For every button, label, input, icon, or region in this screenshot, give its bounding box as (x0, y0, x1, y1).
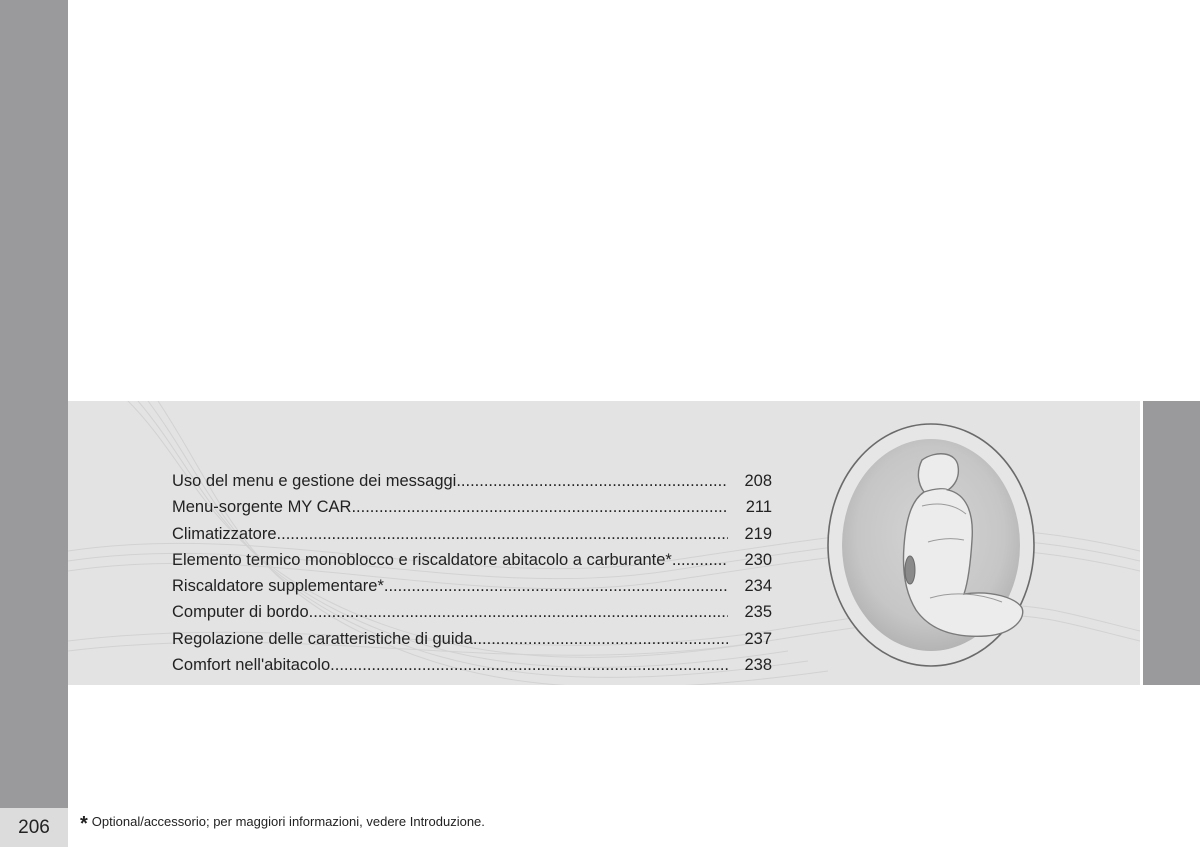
toc-leader (672, 547, 728, 573)
toc-entry[interactable] (172, 652, 772, 678)
toc-title: Menu-sorgente MY CAR (172, 498, 352, 517)
toc-page: 208 (744, 472, 772, 490)
toc-entry[interactable] (172, 521, 772, 547)
toc-page: 230 (744, 550, 772, 569)
toc-leader (277, 521, 728, 547)
toc-title: Uso del menu e gestione dei messaggi (172, 472, 457, 490)
toc-title: Computer di bordo (172, 603, 309, 622)
toc-title: Climatizzatore (172, 524, 277, 543)
toc-page: 235 (744, 603, 772, 622)
toc-title: Elemento termico monoblocco e riscaldatore abitacolo a carburante* (172, 550, 672, 569)
footnote-marker: * (80, 813, 88, 835)
toc-leader (309, 599, 728, 625)
toc-entry[interactable] (172, 468, 772, 494)
chapter-tab (1143, 401, 1200, 685)
toc-page: 238 (744, 656, 772, 675)
toc-entry[interactable] (172, 573, 772, 599)
toc-entry[interactable] (172, 599, 772, 625)
footnote (80, 813, 485, 836)
toc-page: 237 (744, 629, 772, 648)
toc-entry[interactable] (172, 494, 772, 520)
page-number: 206 (0, 808, 68, 847)
toc-title: Comfort nell'abitacolo (172, 656, 331, 675)
toc-leader (330, 652, 728, 678)
toc-leader (384, 573, 728, 599)
toc-leader (456, 468, 728, 494)
table-of-contents (172, 468, 772, 678)
toc-entry[interactable] (172, 626, 772, 652)
toc-page: 211 (745, 498, 772, 517)
toc-leader (351, 494, 728, 520)
toc-entry[interactable] (172, 547, 772, 573)
toc-title: Regolazione delle caratteristiche di guida (172, 629, 473, 648)
car-seat-icon (826, 422, 1036, 668)
footnote-text: Optional/accessorio; per maggiori informazioni, vedere Introduzione. (91, 814, 485, 829)
toc-page: 234 (744, 577, 772, 596)
toc-page: 219 (744, 524, 772, 543)
left-margin-strip (0, 0, 68, 847)
toc-title: Riscaldatore supplementare* (172, 577, 384, 596)
toc-leader (473, 626, 728, 652)
